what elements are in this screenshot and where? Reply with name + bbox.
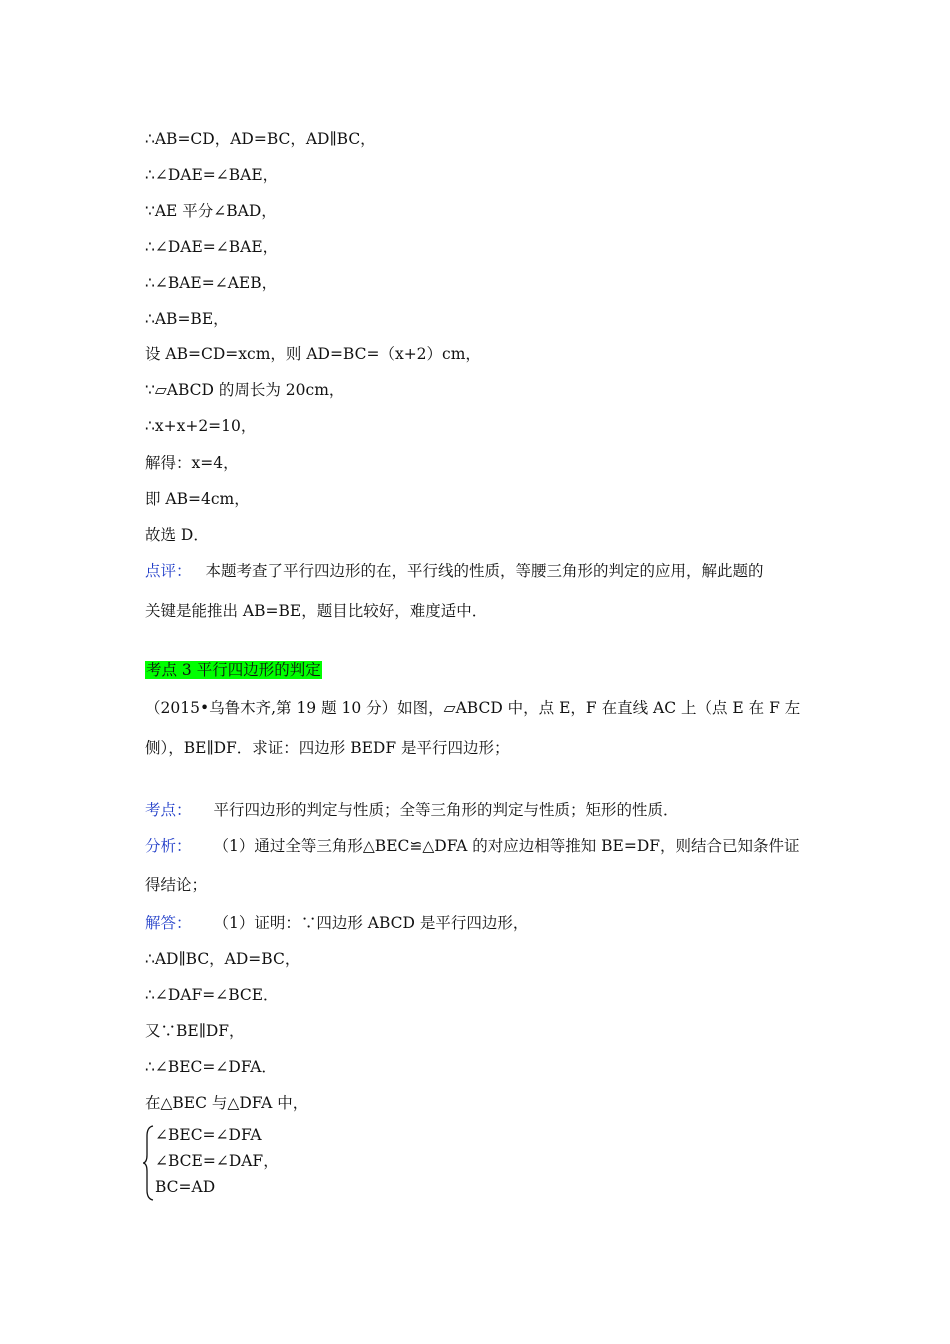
solution-step: 解得：x=4， — [145, 454, 239, 472]
proof-step: ∴AD∥BC，AD=BC， — [145, 950, 301, 968]
fenxi-label: 分析： — [145, 837, 192, 855]
proof-step: 又∵BE∥DF， — [145, 1022, 245, 1040]
system-equation: BC=AD — [155, 1178, 216, 1196]
comment-label: 点评： — [145, 562, 192, 580]
solution-step: 故选 D． — [145, 526, 209, 544]
system-equation: ∠BCE=∠DAF， — [155, 1152, 279, 1170]
solution-step: ∵▱ABCD 的周长为 20cm， — [145, 381, 345, 399]
jieda-label: 解答： — [145, 914, 192, 932]
solution-step: ∴AB=BE， — [145, 310, 229, 328]
solution-step: 即 AB=4cm， — [145, 490, 250, 508]
proof-step: ∴∠BEC=∠DFA． — [145, 1058, 277, 1076]
solution-step: ∵AE 平分∠BAD， — [145, 202, 277, 220]
fenxi-text: （1）通过全等三角形△BEC≌△DFA 的对应边相等推知 BE=DF，则结合已知条件证 — [213, 837, 800, 855]
problem-line-2: 侧），BE∥DF．求证：四边形 BEDF 是平行四边形； — [145, 739, 510, 757]
solution-step: ∴∠BAE=∠AEB， — [145, 274, 278, 292]
solution-step: ∴x+x+2=10， — [145, 417, 257, 435]
comment-line-1 — [145, 560, 764, 582]
solution-step: ∴∠DAE=∠BAE， — [145, 238, 279, 256]
kaodian-line — [145, 799, 679, 821]
kaodian-label: 考点： — [145, 801, 192, 819]
kaodian-text: 平行四边形的判定与性质；全等三角形的判定与性质；矩形的性质． — [213, 801, 679, 819]
fenxi-line-2: 得结论； — [145, 876, 208, 894]
left-brace-icon — [143, 1124, 155, 1202]
solution-step: ∴∠DAE=∠BAE， — [145, 166, 279, 184]
fenxi-line-1 — [145, 835, 800, 857]
jieda-line — [145, 912, 528, 934]
comment-line-2: 关键是能推出 AB=BE，题目比较好，难度适中． — [145, 602, 488, 620]
system-equation: ∠BEC=∠DFA — [155, 1126, 262, 1144]
proof-step: ∴∠DAF=∠BCE． — [145, 986, 279, 1004]
comment-text: 本题考查了平行四边形的在，平行线的性质，等腰三角形的判定的应用，解此题的 — [205, 562, 764, 580]
section-heading-text: 考点 3 平行四边形的判定 — [146, 661, 321, 679]
solution-step: 设 AB=CD=xcm，则 AD=BC=（x+2）cm， — [145, 345, 481, 363]
problem-line-1: （2015•乌鲁木齐,第 19 题 10 分）如图，▱ABCD 中，点 E，F 在直线 AC 上（点 E 在 F 左 — [145, 699, 801, 717]
section-heading — [145, 659, 322, 681]
equation-system — [143, 1124, 343, 1204]
solution-step: ∴AB=CD，AD=BC，AD∥BC， — [145, 130, 376, 148]
jieda-text: （1）证明：∵四边形 ABCD 是平行四边形， — [213, 914, 529, 932]
proof-step: 在△BEC 与△DFA 中， — [145, 1094, 309, 1112]
